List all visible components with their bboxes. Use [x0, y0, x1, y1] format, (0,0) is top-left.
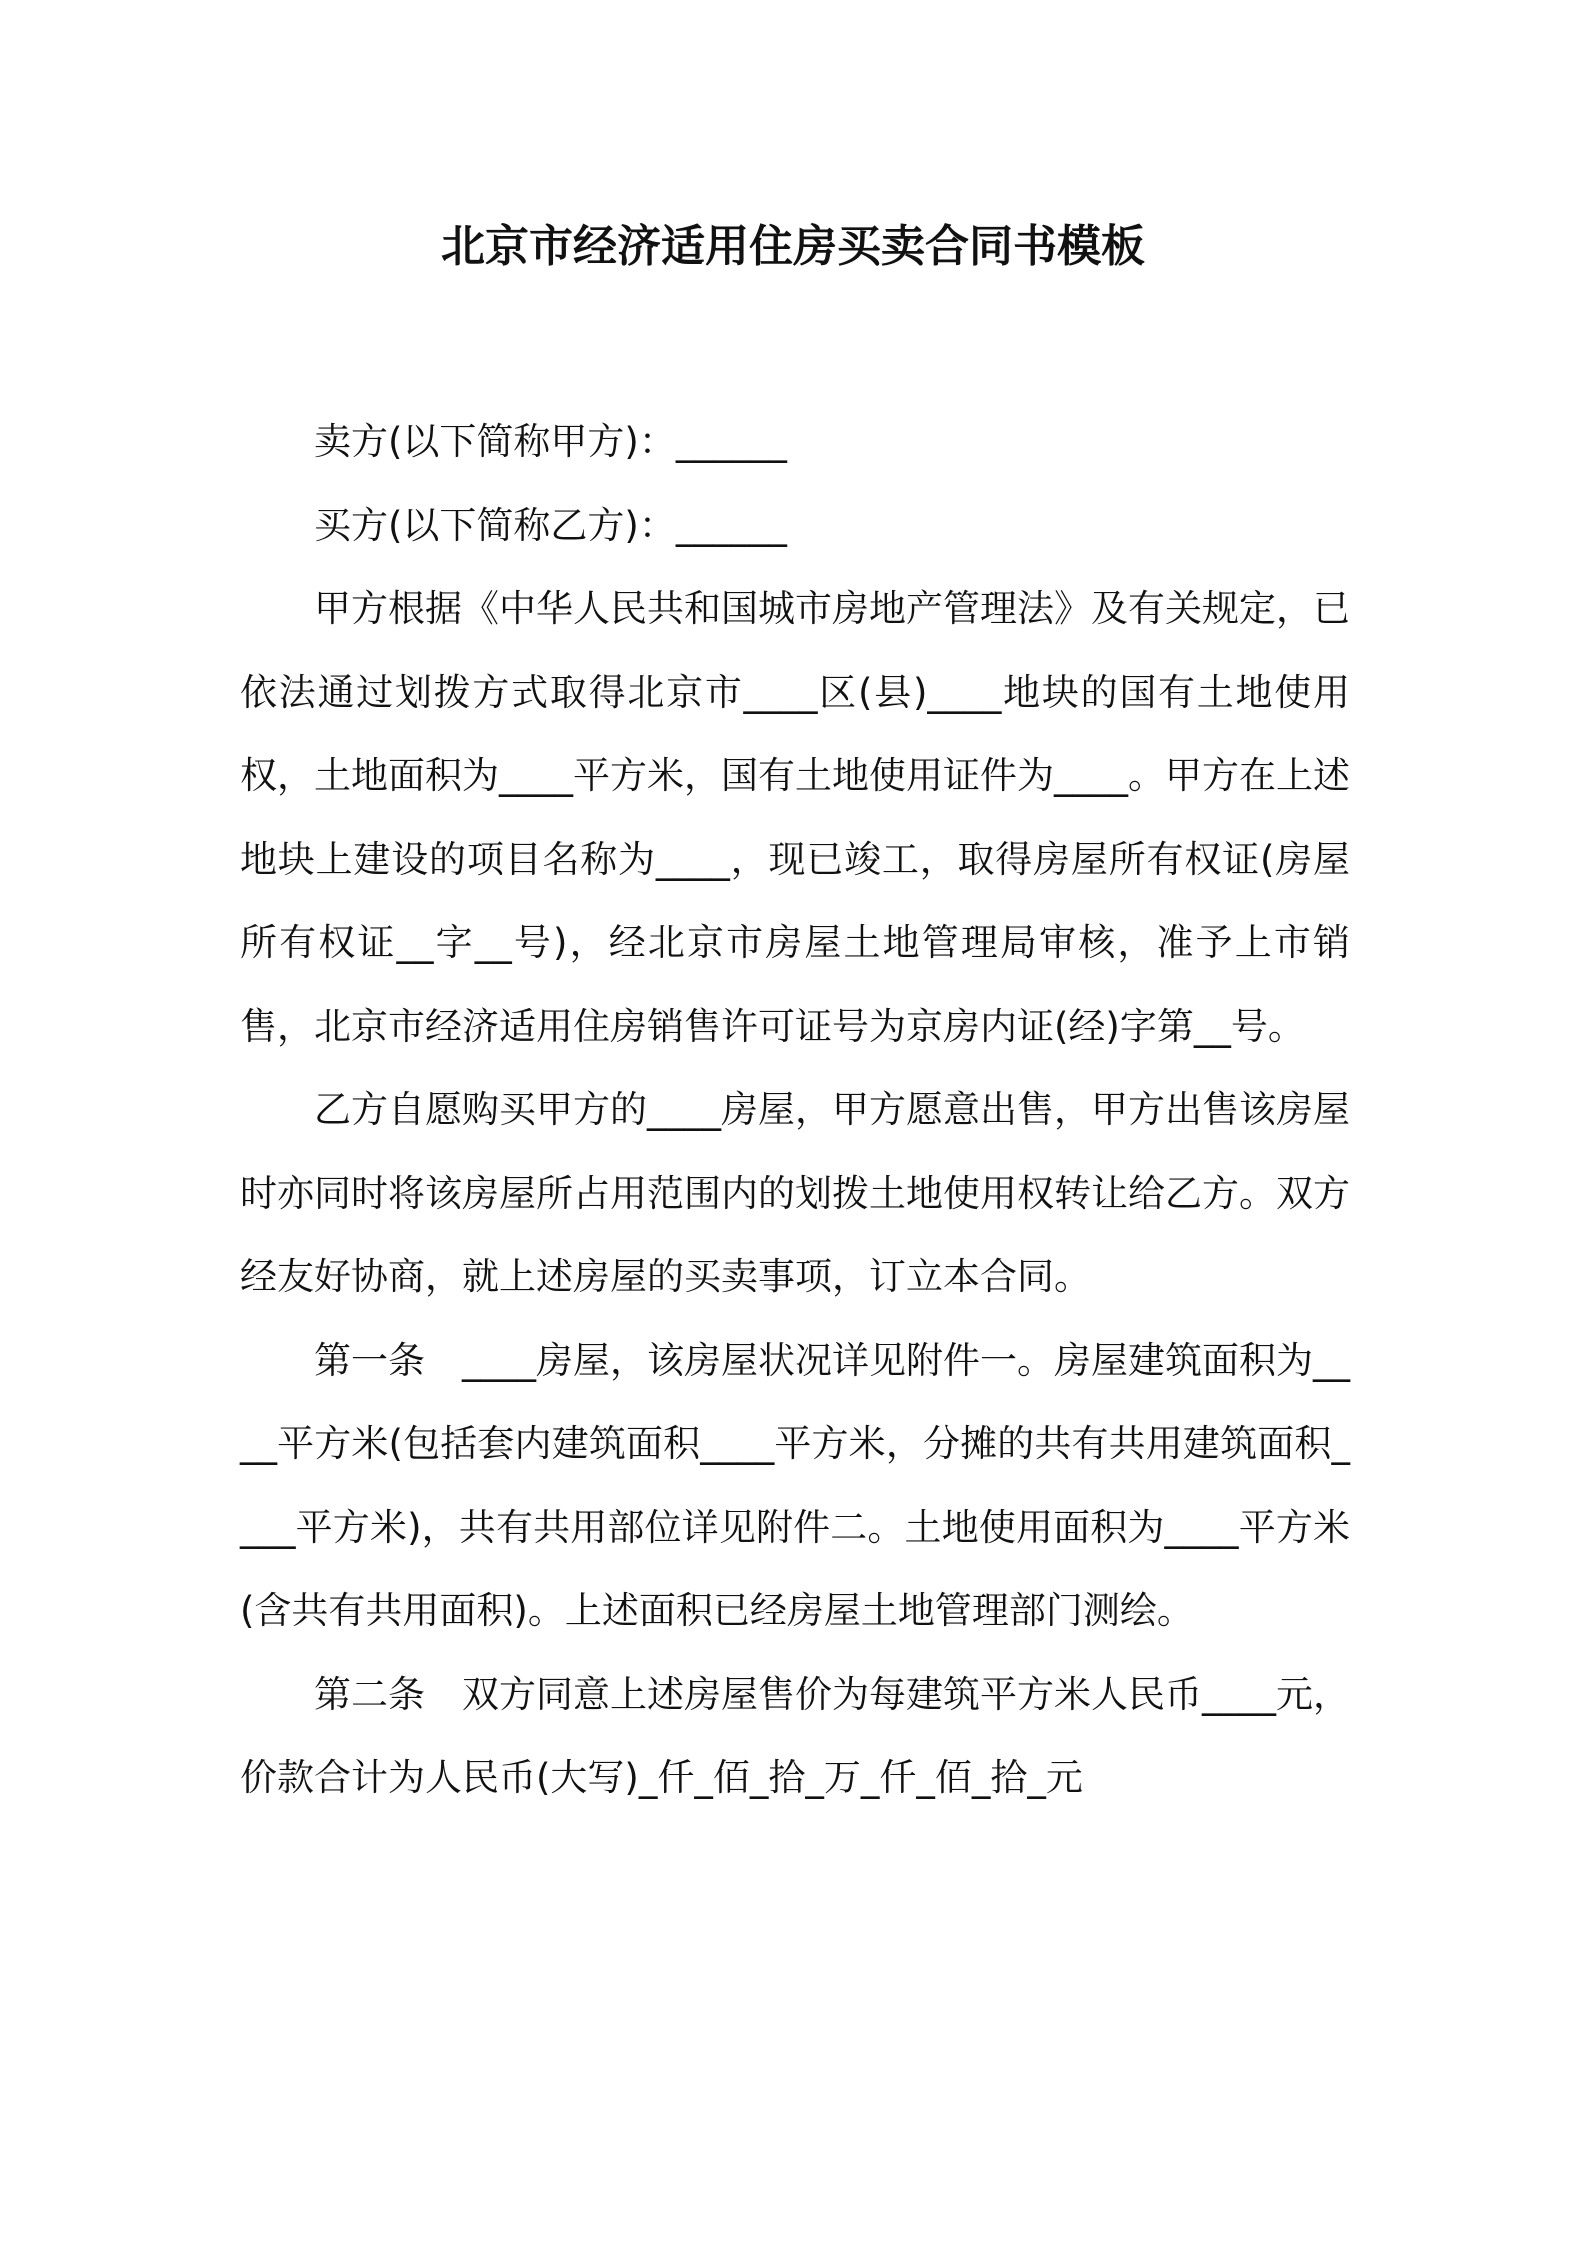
- purchase-intent-paragraph: 乙方自愿购买甲方的____房屋，甲方愿意出售，甲方出售该房屋时亦同时将该房屋所占用范围内的划拨土地使用权转让给乙方。双方经友好协商，就上述房屋的买卖事项，订立本合同。: [240, 1088, 1350, 1298]
- article-two-paragraph: 第二条 双方同意上述房屋售价为每建筑平方米人民币____元，价款合计为人民币(大写)_仟_佰_拾_万_仟_佰_拾_元: [240, 1672, 1350, 1799]
- document-title: 北京市经济适用住房买卖合同书模板: [441, 221, 1145, 272]
- document-body: [240, 400, 1350, 1820]
- seller-line: 卖方(以下简称甲方)：______: [314, 420, 787, 463]
- article-one-paragraph: 第一条 ____房屋，该房屋状况详见附件一。房屋建筑面积为____平方米(包括套内建筑面积____平方米，分摊的共有共用建筑面积____平方米)，共有共用部位详见附件二。土地使用面积为____平方米(含共有共用面积)。上述面积已经房屋土地管理部门测绘。: [240, 1338, 1350, 1632]
- preamble-paragraph: 甲方根据《中华人民共和国城市房地产管理法》及有关规定，已依法通过划拨方式取得北京市____区(县)____地块的国有土地使用权，土地面积为____平方米，国有土地使用证件为____。甲方在上述地块上建设的项目名称为____，现已竣工，取得房屋所有权证(房屋所有权证__字__号)，经北京市房屋土地管理局审核，准予上市销售，北京市经济适用住房销售许可证号为京房内证(经)字第__号。: [240, 587, 1350, 1048]
- buyer-line: 买方(以下简称乙方)：______: [314, 503, 787, 547]
